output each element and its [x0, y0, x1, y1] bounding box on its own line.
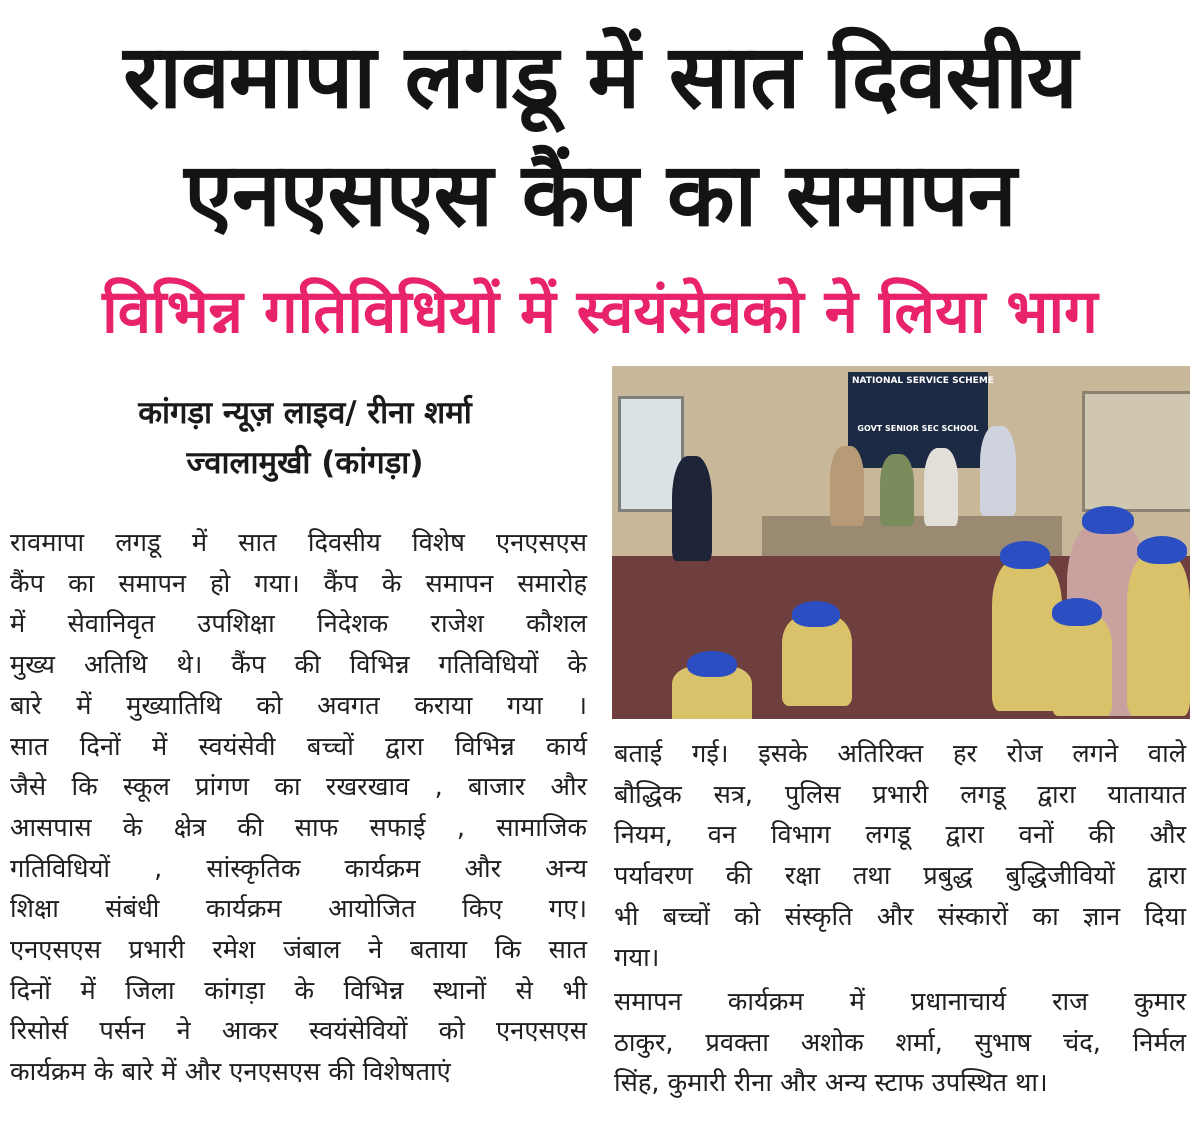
photo-student	[1127, 556, 1190, 716]
article-line: कैंप का समापन हो गया। कैंप के समापन समारोह	[10, 568, 587, 599]
byline-source: कांगड़ा न्यूज़ लाइव/ रीना शर्मा	[138, 395, 472, 431]
photo-student-cap	[1082, 506, 1134, 534]
article-line: बताई गई। इसके अतिरिक्त हर रोज लगने वाले	[614, 739, 1186, 769]
headline-line-1: रावमापा लगडू में सात दिवसीय	[123, 25, 1077, 128]
byline-location: ज्वालामुखी (कांगड़ा)	[186, 445, 424, 481]
photo-student-cap	[1000, 541, 1050, 569]
photo-person-seated	[980, 426, 1016, 516]
article-line: दिनों में जिला कांगड़ा के विभिन्न स्थानों से भी	[10, 975, 587, 1006]
photo-person-seated	[830, 446, 864, 526]
subheadline: विभिन्न गतिविधियों में स्वयंसेवको ने लिया भाग	[102, 277, 1098, 347]
photo-person-standing	[672, 456, 712, 561]
article-line: रावमापा लगडू में सात दिवसीय विशेष एनएसएस	[10, 528, 587, 558]
article-line: रिसोर्स पर्सन ने आकर स्वयंसेवियों को एनएसएस	[10, 1016, 587, 1047]
article-line: सिंह, कुमारी रीना और अन्य स्टाफ उपस्थित था।	[614, 1068, 1048, 1099]
article-body-left	[10, 523, 587, 1093]
photo-nss-banner	[848, 372, 994, 468]
photo-student-cap	[687, 651, 737, 677]
article-line: में सेवानिवृत उपशिक्षा निदेशक राजेश कौशल	[10, 609, 587, 640]
article-line: ठाकुर, प्रवक्ता अशोक शर्मा, सुभाष चंद, निर्मल	[614, 1027, 1186, 1058]
photo-window-right	[1082, 391, 1190, 512]
photo-student-cap	[1052, 598, 1102, 626]
photo-student	[1052, 616, 1112, 716]
article-line: नियम, वन विभाग लगडू द्वारा वनों की और	[614, 820, 1186, 851]
article-line: बौद्धिक सत्र, पुलिस प्रभारी लगडू द्वारा यातायात	[614, 779, 1186, 810]
article-line: जैसे कि स्कूल प्रांगण का रखरखाव , बाजार और	[10, 772, 587, 803]
photo-student	[782, 616, 852, 706]
article-line: शिक्षा संबंधी कार्यक्रम आयोजित किए गए।	[10, 894, 587, 925]
photo-student-cap	[1137, 536, 1187, 564]
photo-student-cap	[792, 601, 840, 627]
article-line: बारे में मुख्यातिथि को अवगत कराया गया ।	[10, 690, 587, 721]
article-body-right-top	[614, 734, 1186, 978]
article-line: गया।	[614, 942, 660, 973]
headline-line-2: एनएसएस कैंप का समापन	[184, 143, 1016, 246]
article-line: गतिविधियों , सांस्कृतिक कार्यक्रम और अन्य	[10, 853, 587, 884]
article-line: सात दिनों में स्वयंसेवी बच्चों द्वारा विभिन्न कार्य	[10, 731, 587, 762]
news-photo	[612, 366, 1190, 719]
article-line: भी बच्चों को संस्कृति और संस्कारों का ज्ञान दिया	[614, 901, 1186, 932]
photo-banner-school: GOVT SENIOR SEC SCHOOL	[857, 424, 979, 433]
article-line: कार्यक्रम के बारे में और एनएसएस की विशेषताएं	[10, 1057, 451, 1088]
photo-banner-title: NATIONAL SERVICE SCHEME	[852, 376, 994, 386]
photo-person-seated	[880, 454, 914, 526]
article-line: मुख्य अतिथि थे। कैंप की विभिन्न गतिविधियों के	[10, 650, 587, 681]
article-line: एनएसएस प्रभारी रमेश जंबाल ने बताया कि सात	[10, 935, 587, 966]
article-line: पर्यावरण की रक्षा तथा प्रबुद्ध बुद्धिजीवियों द्वारा	[614, 861, 1186, 892]
article-body-right-bottom	[614, 982, 1186, 1104]
article-line: समापन कार्यक्रम में प्रधानाचार्य राज कुमार	[614, 987, 1186, 1017]
photo-person-seated	[924, 448, 958, 526]
article-line: आसपास के क्षेत्र की साफ सफाई , सामाजिक	[10, 812, 587, 843]
